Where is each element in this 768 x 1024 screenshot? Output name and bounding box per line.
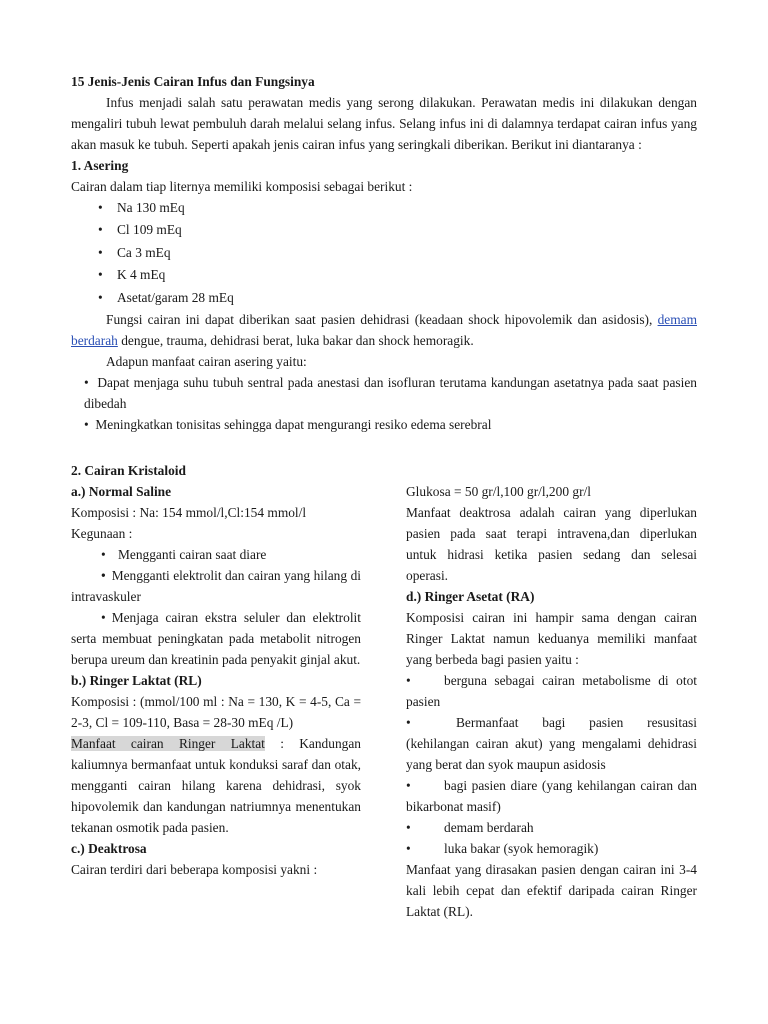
asering-manfaat-list <box>71 372 697 435</box>
list-item: • Asetat/garam 28 mEq <box>71 287 697 309</box>
right-column <box>406 481 697 922</box>
left-column <box>71 460 361 880</box>
dx-glukosa: Glukosa = 50 gr/l,100 gr/l,200 gr/l <box>406 484 591 499</box>
subheading-ringer-asetat: d.) Ringer Asetat (RA) <box>406 589 535 604</box>
list-item: • berguna sebagai cairan metabolisme di otot pasien <box>406 673 697 709</box>
section-heading-asering: 1. Asering <box>71 158 129 173</box>
list-item: • Mengganti cairan saat diare <box>71 544 361 565</box>
list-item: • Ca 3 mEq <box>71 242 697 264</box>
list-item: • • Mengganti elektrolit dan cairan yang hilang di intravaskuler <box>71 565 361 607</box>
asering-lead: Cairan dalam tiap liternya memiliki komposisi sebagai berikut : <box>71 179 413 194</box>
dx-manfaat: Manfaat deaktrosa adalah cairan yang diperlukan pasien pada saat terapi intravena,dan diperlukan untuk hidrasi ketika pasien sedang dan selesai operasi. <box>406 505 697 583</box>
list-item: • Bermanfaat bagi pasien resusitasi (kehilangan cairan akut) yang mengalami dehidrasi yang berat dan syok maupun asidosis <box>406 715 697 772</box>
highlighted-text: Manfaat cairan Ringer Laktat <box>71 736 265 751</box>
list-item: • Cl 109 mEq <box>71 219 697 241</box>
ra-lead: Komposisi cairan ini hampir sama dengan cairan Ringer Laktat namun keduanya memiliki manfaat yang berbeda bagi pasien yaitu : <box>406 610 697 667</box>
ra-closing: Manfaat yang dirasakan pasien dengan cairan ini 3-4 kali lebih cepat dan efektif daripada cairan Ringer Laktat (RL). <box>406 862 697 919</box>
list-item: • luka bakar (syok hemoragik) <box>406 841 599 856</box>
dx-lead: Cairan terdiri dari beberapa komposisi yakni : <box>71 862 318 877</box>
document-title: 15 Jenis-Jenis Cairan Infus dan Fungsinya <box>71 74 315 89</box>
rl-manfaat: Manfaat cairan Ringer Laktat : Kandungan kaliumnya bermanfaat untuk konduksi saraf dan otak, mengganti cairan hilang karena dehidrasi, syok hipovolemik dan kandungan natriumnya menentukan tekanan osmotik pada pasien. <box>71 736 361 835</box>
top-section <box>71 71 697 435</box>
asering-manfaat-lead: Adapun manfaat cairan asering yaitu: <box>106 354 307 370</box>
subheading-normal-saline: a.) Normal Saline <box>71 484 172 499</box>
fungsi-text-end: dengue, trauma, dehidrasi berat, luka bakar dan shock hemoragik. <box>117 333 474 349</box>
asering-fungsi-paragraph <box>71 309 697 351</box>
subheading-ringer-laktat: b.) Ringer Laktat (RL) <box>71 673 202 688</box>
ns-kegunaan: Kegunaan : <box>71 526 133 541</box>
ns-komposisi: Komposisi : Na: 154 mmol/l,Cl:154 mmol/l <box>71 505 307 520</box>
list-item: • Na 130 mEq <box>71 197 697 219</box>
asering-composition-list <box>71 197 697 309</box>
list-item: • demam berdarah <box>406 820 534 835</box>
list-item: • Menjaga cairan ekstra seluler dan elektrolit serta membuat peningkatan pada metabolit nitrogen berupa ureum dan kreatinin pada penyakit ginjal akut. <box>71 610 361 667</box>
list-item: • K 4 mEq <box>71 264 697 286</box>
subheading-deaktrosa: c.) Deaktrosa <box>71 841 147 856</box>
demam-berdarah-link[interactable]: demam berdarah <box>71 312 697 349</box>
section-heading-kristaloid: 2. Cairan Kristaloid <box>71 463 186 478</box>
rl-komposisi: Komposisi : (mmol/100 ml : Na = 130, K = 4-5, Ca = 2-3, Cl = 109-110, Basa = 28-30 mEq /L) <box>71 694 361 730</box>
list-item: • Dapat menjaga suhu tubuh sentral pada anestasi dan isofluran terutama kandungan asetatnya pada saat pasien dibedah <box>84 375 697 412</box>
list-item: • Meningkatkan tonisitas sehingga dapat mengurangi resiko edema serebral <box>84 417 492 433</box>
intro-paragraph: Infus menjadi salah satu perawatan medis yang serong dilakukan. Perawatan medis ini dilakukan dengan mengaliri tubuh lewat pembuluh darah melalui selang infus. Selang infus ini di dalamnya terdapat cairan infus yang akan masuk ke tubuh. Seperti apakah jenis cairan infus yang seringkali diberikan. Berikut ini diantaranya : <box>71 95 697 152</box>
fungsi-text: Fungsi cairan ini dapat diberikan saat pasien dehidrasi (keadaan shock hipovolemik dan asidosis), <box>106 312 658 328</box>
list-item: • bagi pasien diare (yang kehilangan cairan dan bikarbonat masif) <box>406 778 697 814</box>
